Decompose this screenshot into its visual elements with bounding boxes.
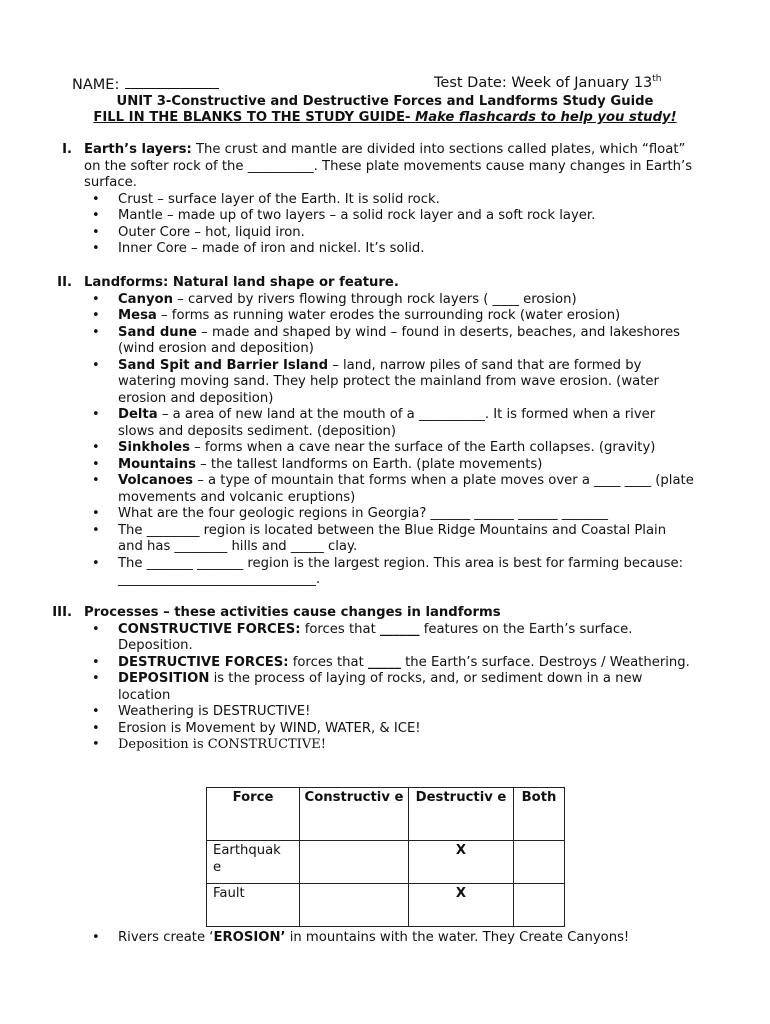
- list-item: • Canyon – carved by rivers flowing through rock layers ( ____ erosion): [84, 292, 694, 309]
- forces-table: [206, 787, 565, 927]
- section-numeral: II.: [57, 275, 72, 290]
- earth-layers-list: [84, 192, 694, 258]
- list-item: • DESTRUCTIVE FORCES: forces that _____ the Earth’s surface. Destroys / Weathering.: [84, 655, 694, 672]
- list-item: • Erosion is Movement by WIND, WATER, & ICE!: [84, 721, 694, 738]
- list-item: • The ________ region is located between the Blue Ridge Mountains and Coastal Plain and has ________ hills and _____ clay.: [84, 523, 694, 556]
- table-cell[interactable]: [514, 884, 565, 927]
- column-header: Constructiv e: [300, 788, 409, 841]
- list-item: • CONSTRUCTIVE FORCES: forces that ______ features on the Earth’s surface. Deposition.: [84, 622, 694, 655]
- table-cell[interactable]: [300, 884, 409, 927]
- column-header: Destructiv e: [409, 788, 514, 841]
- table-row: [207, 884, 565, 927]
- section-intro: Earth’s layers: The crust and mantle are divided into sections called plates, which “float” on the softer rock of the __________. These plate movements cause many changes in Earth’s surface.: [84, 142, 693, 190]
- table-row: [207, 841, 565, 884]
- list-item: • Mountains – the tallest landforms on Earth. (plate movements): [84, 457, 694, 474]
- section-heading: Processes – these activities cause changes in landforms: [84, 605, 501, 620]
- table-cell[interactable]: X: [409, 884, 514, 927]
- column-header: Force: [207, 788, 300, 841]
- table-cell: Fault: [207, 884, 300, 927]
- list-item: • Volcanoes – a type of mountain that forms when a plate moves over a ____ ____ (plate movements and volcanic eruptions): [84, 473, 694, 506]
- header-line: [72, 74, 698, 94]
- list-item: • Inner Core – made of iron and nickel. It’s solid.: [84, 241, 694, 258]
- list-item: • Outer Core – hot, liquid iron.: [84, 225, 694, 242]
- list-item: • Deposition is CONSTRUCTIVE!: [84, 737, 694, 754]
- name-label: NAME:: [72, 77, 120, 93]
- list-item: • The _______ _______ region is the largest region. This area is best for farming because: ______________________________.: [84, 556, 694, 589]
- section-numeral: I.: [62, 142, 72, 157]
- table-cell: Earthquak e: [207, 841, 300, 884]
- list-item: • Rivers create ‘EROSION’ in mountains with the water. They Create Canyons!: [84, 930, 724, 947]
- name-field[interactable]: [72, 74, 219, 93]
- section-heading: Landforms: Natural land shape or feature.: [84, 275, 399, 290]
- list-item: • What are the four geologic regions in Georgia? ______ ______ ______ _______: [84, 506, 694, 523]
- final-note: [84, 930, 724, 947]
- page-title: UNIT 3-Constructive and Destructive Forces and Landforms Study Guide: [116, 94, 654, 109]
- list-item: • Sinkholes – forms when a cave near the surface of the Earth collapses. (gravity): [84, 440, 694, 457]
- list-item: • Weathering is DESTRUCTIVE!: [84, 704, 694, 721]
- list-item: • Delta – a area of new land at the mouth of a __________. It is formed when a river slows and deposits sediment. (deposition): [84, 407, 694, 440]
- table-cell[interactable]: [300, 841, 409, 884]
- list-item: • Mesa – forms as running water erodes the surrounding rock (water erosion): [84, 308, 694, 325]
- landforms-list: [84, 292, 694, 589]
- instructions: FILL IN THE BLANKS TO THE STUDY GUIDE- Make flashcards to help you study!: [93, 110, 677, 125]
- list-item: • DEPOSITION is the process of laying of rocks, and, or sediment down in a new location: [84, 671, 694, 704]
- table-header-row: [207, 788, 565, 841]
- table-cell[interactable]: [514, 841, 565, 884]
- column-header: Both: [514, 788, 565, 841]
- list-item: • Crust – surface layer of the Earth. It is solid rock.: [84, 192, 694, 209]
- list-item: • Sand Spit and Barrier Island – land, narrow piles of sand that are formed by watering moving sand. They help protect the mainland from wave erosion. (water erosion and deposition): [84, 358, 694, 408]
- list-item: • Mantle – made up of two layers – a solid rock layer and a soft rock layer.: [84, 208, 694, 225]
- section-numeral: III.: [52, 605, 72, 620]
- name-blank[interactable]: [125, 74, 219, 89]
- test-date: Test Date: Week of January 13th: [434, 74, 662, 91]
- table-cell[interactable]: X: [409, 841, 514, 884]
- processes-list: [84, 622, 694, 754]
- list-item: • Sand dune – made and shaped by wind – found in deserts, beaches, and lakeshores (wind erosion and deposition): [84, 325, 694, 358]
